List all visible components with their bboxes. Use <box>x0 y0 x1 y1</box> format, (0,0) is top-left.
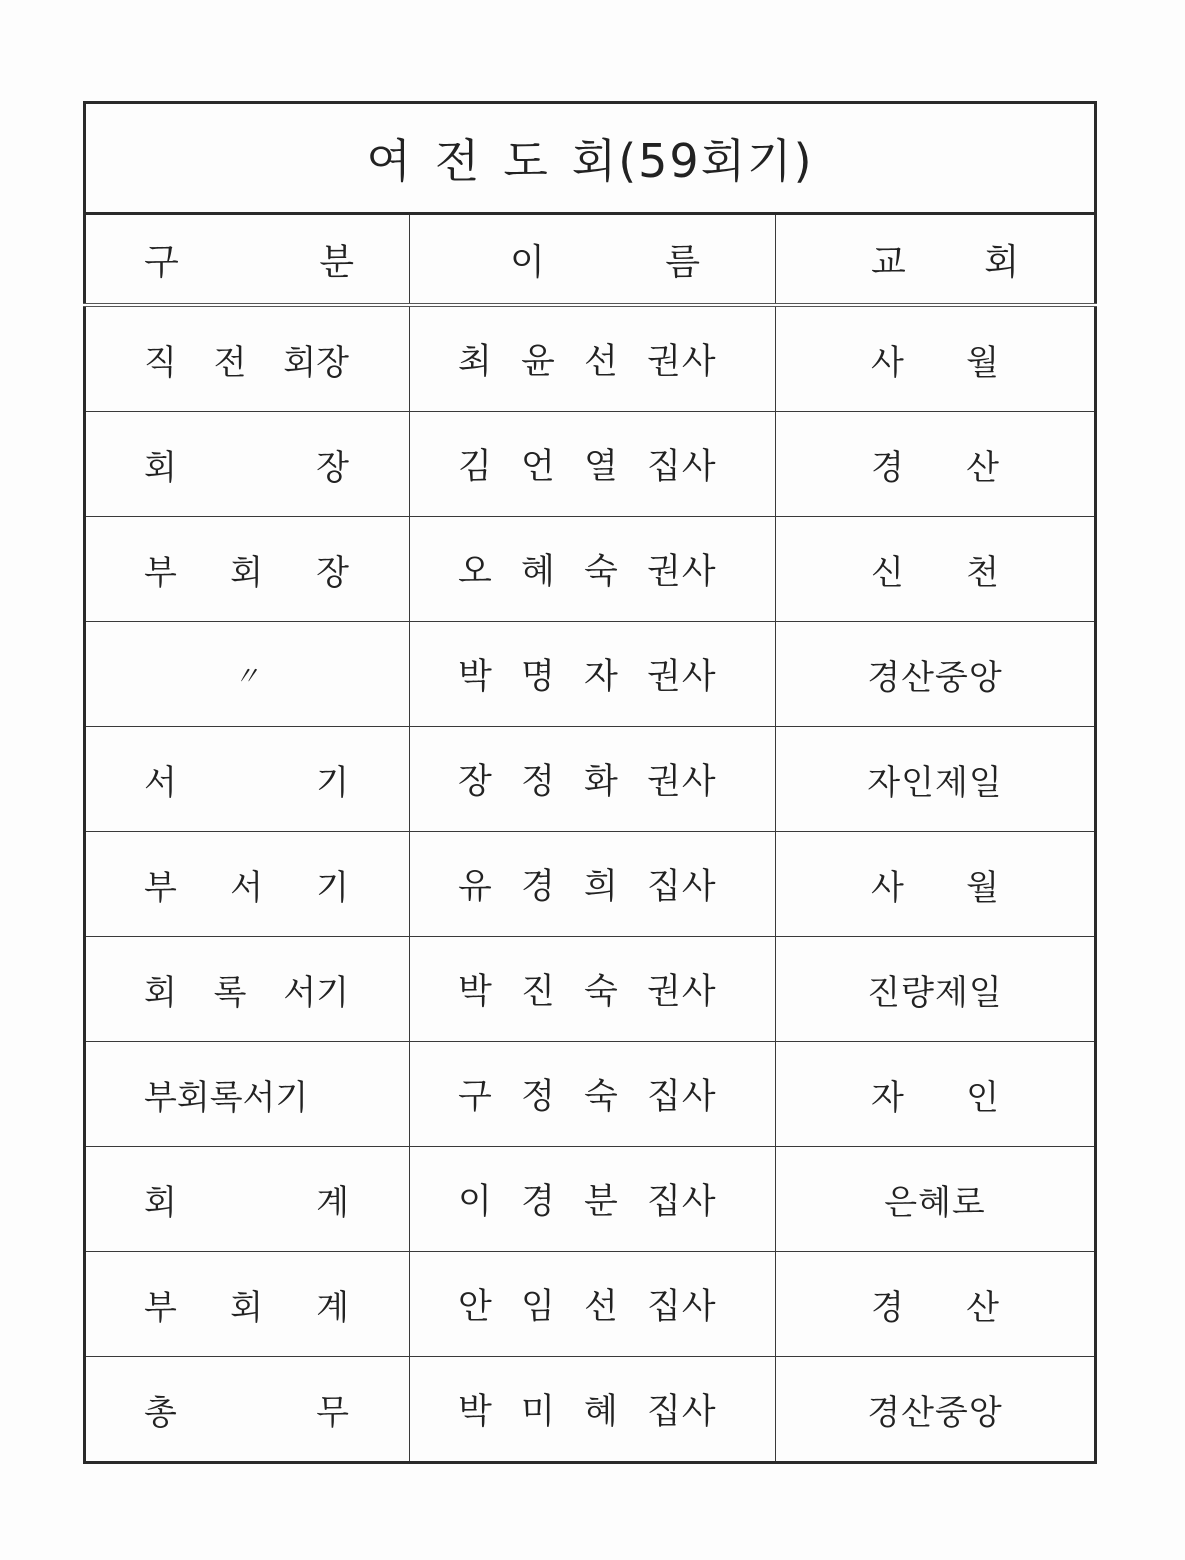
header-char: 교 <box>871 241 906 283</box>
header-char: 분 <box>319 241 354 283</box>
role-cell <box>85 937 410 1042</box>
table-row <box>85 1252 1096 1357</box>
name-char: 진 <box>521 972 555 1012</box>
name-char: 숙 <box>584 1077 618 1117</box>
name-char: 정 <box>521 762 555 802</box>
church-text: 은혜로 <box>884 1182 986 1223</box>
name-char: 화 <box>584 762 618 802</box>
church-text: 인 <box>966 1077 999 1118</box>
role-text: 록 <box>213 972 247 1013</box>
role-text: 장 <box>316 552 349 593</box>
role-text: 부 <box>144 867 177 908</box>
honorific-text: 집사 <box>647 1287 717 1327</box>
name-cell <box>410 1147 776 1252</box>
header-char: 이 <box>510 241 545 283</box>
name-char: 정 <box>521 1077 555 1117</box>
honorific-text: 권사 <box>647 972 717 1012</box>
honorific-text: 권사 <box>647 762 717 802</box>
role-text: 총 <box>144 1392 177 1433</box>
role-text: 부 <box>144 1287 177 1328</box>
name-char: 이 <box>458 1182 492 1222</box>
role-cell <box>85 727 410 832</box>
table-row <box>85 727 1096 832</box>
name-char: 박 <box>458 657 492 697</box>
church-cell <box>776 937 1096 1042</box>
header-row <box>85 214 1096 306</box>
name-char: 임 <box>521 1287 555 1327</box>
name-char: 윤 <box>521 342 555 382</box>
church-text: 자인제일 <box>867 762 1003 803</box>
name-char: 경 <box>521 867 555 907</box>
church-cell <box>776 1357 1096 1463</box>
role-text: 무 <box>316 1392 349 1433</box>
name-cell <box>410 305 776 412</box>
church-text: 월 <box>966 867 999 908</box>
role-text: 서기 <box>283 972 349 1013</box>
role-text: 직 <box>144 342 177 383</box>
role-cell <box>85 305 410 412</box>
name-char: 선 <box>584 342 618 382</box>
name-char: 구 <box>458 1077 492 1117</box>
church-cell <box>776 1042 1096 1147</box>
table-row <box>85 1357 1096 1463</box>
honorific-text: 집사 <box>647 867 717 907</box>
name-cell <box>410 1252 776 1357</box>
church-text: 진량제일 <box>867 972 1003 1013</box>
title-char: 여 <box>366 134 413 188</box>
name-char: 혜 <box>584 1392 618 1432</box>
church-text: 경산중앙 <box>867 1392 1003 1433</box>
officers-table <box>83 101 1097 1464</box>
name-char: 박 <box>458 1392 492 1432</box>
role-text: 장 <box>316 447 349 488</box>
name-char: 박 <box>458 972 492 1012</box>
table-row <box>85 832 1096 937</box>
name-char: 분 <box>584 1182 618 1222</box>
honorific-text: 권사 <box>647 342 717 382</box>
role-cell <box>85 517 410 622</box>
church-cell <box>776 1147 1096 1252</box>
header-char: 회 <box>984 241 1019 283</box>
name-char: 유 <box>458 867 492 907</box>
role-cell <box>85 1042 410 1147</box>
name-char: 숙 <box>584 972 618 1012</box>
church-text: 사 <box>871 867 904 908</box>
role-text: 계 <box>316 1182 349 1223</box>
church-text: 신 <box>871 552 904 593</box>
church-text: 경 <box>871 447 904 488</box>
header-division <box>85 214 410 306</box>
header-church <box>776 214 1096 306</box>
church-text: 산 <box>966 1287 999 1328</box>
title-char: 회(59회기) <box>571 134 814 188</box>
church-cell <box>776 727 1096 832</box>
role-text: 회 <box>230 1287 263 1328</box>
church-cell <box>776 517 1096 622</box>
name-cell <box>410 727 776 832</box>
name-char: 희 <box>584 867 618 907</box>
role-text: 회 <box>230 552 263 593</box>
name-char: 혜 <box>521 552 555 592</box>
church-cell <box>776 1252 1096 1357</box>
name-char: 미 <box>521 1392 555 1432</box>
name-cell <box>410 1042 776 1147</box>
church-cell <box>776 305 1096 412</box>
church-text: 자 <box>871 1077 904 1118</box>
role-cell <box>85 1147 410 1252</box>
title-char: 도 <box>503 134 550 188</box>
table-row <box>85 1147 1096 1252</box>
role-text: 전 <box>213 342 247 383</box>
name-char: 자 <box>584 657 618 697</box>
role-text: 부 <box>144 552 177 593</box>
name-char: 안 <box>458 1287 492 1327</box>
title-row <box>85 103 1096 214</box>
role-text: 부회록서기 <box>144 1077 309 1118</box>
name-cell <box>410 517 776 622</box>
role-cell <box>85 622 410 727</box>
table-row <box>85 517 1096 622</box>
church-text: 산 <box>966 447 999 488</box>
honorific-text: 권사 <box>647 552 717 592</box>
name-char: 열 <box>584 447 618 487</box>
role-text: 회 <box>144 1182 177 1223</box>
church-text: 사 <box>871 342 904 383</box>
header-name <box>410 214 776 306</box>
role-text: 회 <box>144 972 177 1013</box>
table-row <box>85 622 1096 727</box>
honorific-text: 집사 <box>647 1182 717 1222</box>
name-cell <box>410 1357 776 1463</box>
name-char: 명 <box>521 657 555 697</box>
table-row <box>85 1042 1096 1147</box>
honorific-text: 집사 <box>647 1077 717 1117</box>
name-cell <box>410 832 776 937</box>
role-text: 기 <box>316 867 349 908</box>
name-char: 최 <box>458 342 492 382</box>
role-text: 회 <box>144 447 177 488</box>
name-char: 언 <box>521 447 555 487</box>
role-text: 〃 <box>233 661 260 692</box>
name-char: 오 <box>458 552 492 592</box>
role-cell <box>85 832 410 937</box>
header-char: 름 <box>665 241 700 283</box>
title-char: 전 <box>434 134 482 188</box>
header-char: 구 <box>144 241 179 283</box>
role-text: 회장 <box>283 342 349 383</box>
role-cell <box>85 1357 410 1463</box>
church-cell <box>776 412 1096 517</box>
table-row <box>85 305 1096 412</box>
table-row <box>85 937 1096 1042</box>
honorific-text: 권사 <box>647 657 717 697</box>
name-char: 장 <box>458 762 492 802</box>
church-text: 천 <box>966 552 999 593</box>
church-cell <box>776 832 1096 937</box>
honorific-text: 집사 <box>647 447 717 487</box>
church-cell <box>776 622 1096 727</box>
role-cell <box>85 412 410 517</box>
role-text: 서 <box>144 762 177 803</box>
document-title <box>85 103 1096 214</box>
role-text: 계 <box>316 1287 349 1328</box>
church-text: 경산중앙 <box>867 657 1003 698</box>
role-text: 기 <box>316 762 349 803</box>
honorific-text: 집사 <box>647 1392 717 1432</box>
church-text: 경 <box>871 1287 904 1328</box>
name-char: 경 <box>521 1182 555 1222</box>
name-cell <box>410 937 776 1042</box>
name-char: 김 <box>458 447 492 487</box>
table-row <box>85 412 1096 517</box>
role-text: 서 <box>230 867 263 908</box>
name-cell <box>410 412 776 517</box>
church-text: 월 <box>966 342 999 383</box>
name-cell <box>410 622 776 727</box>
name-char: 숙 <box>584 552 618 592</box>
name-char: 선 <box>584 1287 618 1327</box>
role-cell <box>85 1252 410 1357</box>
